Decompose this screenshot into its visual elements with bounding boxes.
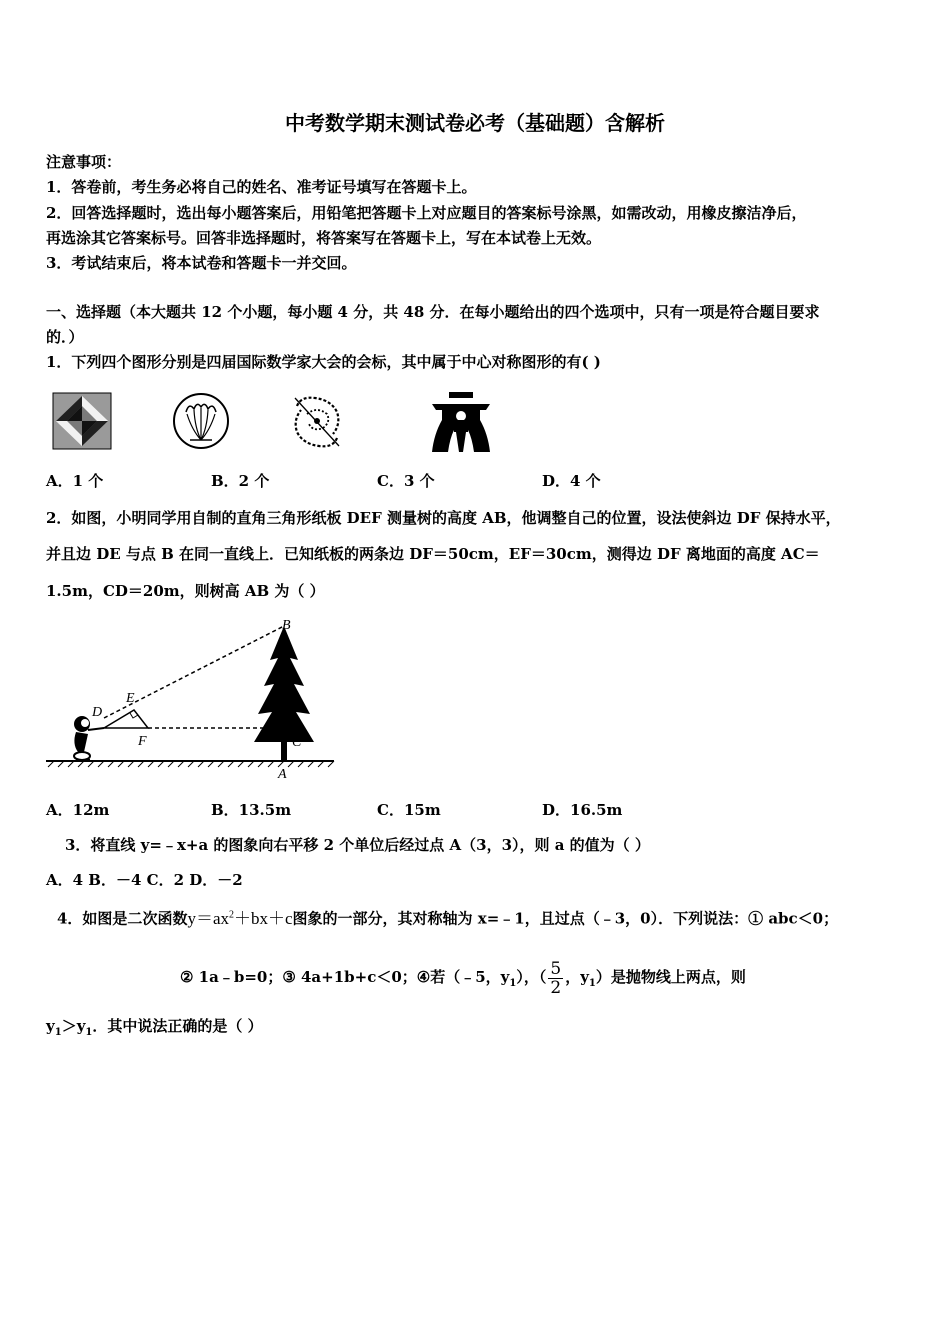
q1-option-d[interactable]: D．4 个 [542, 472, 601, 490]
label-e: E [126, 691, 135, 706]
logo-2-figure [170, 392, 232, 450]
notice-item-2-line-1: 2．回答选择题时，选出每小题答案后，用铅笔把答题卡上对应题目的答案标号涂黑，如需改动，用橡皮擦洁净后， [46, 204, 807, 222]
triangle-def [104, 710, 148, 728]
notice-item-3: 3．考试结束后，将本试卷和答题卡一并交回。 [46, 254, 357, 272]
q4-lead: 4．如图是二次函数 [57, 909, 188, 928]
tree-measurement-figure [44, 612, 336, 784]
label-a: A [278, 767, 287, 782]
question-1-stem: 1．下列四个图形分别是四届国际数学家大会的会标，其中属于中心对称图形的有( ) [46, 353, 601, 371]
page-title: 中考数学期末测试卷必考（基础题）含解析 [285, 111, 665, 135]
label-b: B [282, 618, 291, 633]
tree [254, 626, 314, 761]
q1-option-c[interactable]: C．3 个 [377, 472, 435, 490]
question-4-line-3: $y_1>y_1$．其中说法正确的是（ ） [46, 1017, 263, 1038]
logo-1-figure [52, 392, 112, 450]
q3-options[interactable]: A．4 B．－4 C．2 D．－2 [46, 871, 243, 889]
q4-formula: $y=ax^2+bx+c$ [187, 908, 293, 928]
question-4-line-1 [57, 905, 838, 929]
q2-option-c[interactable]: C．15m [377, 801, 441, 819]
logo-4-figure [428, 390, 494, 454]
label-c: C [292, 735, 302, 750]
q1-option-a[interactable]: A．1 个 [46, 472, 104, 490]
notice-item-1: 1．答卷前，考生务必将自己的姓名、准考证号填写在答题卡上。 [46, 178, 477, 196]
question-2-line-3: 1.5m，CD＝20m，则树高 AB 为（ ） [46, 582, 325, 600]
question-3-stem: 3．将直线 y=﹣x+a 的图象向右平移 2 个单位后经过点 A（3，3），则 a 的值为（ ） [65, 836, 650, 854]
fraction-five-halves: $\frac{5}{2}$ [550, 958, 562, 998]
label-f: F [138, 734, 147, 749]
question-2-line-1: 2．如图，小明同学用自制的直角三角形纸板 DEF 测量树的高度 AB，他调整自己的位置，设法使斜边 DF 保持水平， [46, 509, 841, 527]
q4-rest: 图象的一部分，其对称轴为 x=﹣1，且过点（﹣3，0）．下列说法：① abc＜0； [292, 909, 839, 928]
person-figure [74, 716, 104, 760]
notice-item-2-line-2: 再选涂其它答案标号。回答非选择题时，将答案写在答题卡上，写在本试卷上无效。 [46, 229, 602, 247]
logo-3-figure [287, 392, 347, 452]
notice-heading: 注意事项： [46, 153, 122, 171]
section-1-line-1: 一、选择题（本大题共 12 个小题，每小题 4 分，共 48 分．在每小题给出的四个选项中，只有一项是符合题目要求 [46, 303, 820, 321]
label-d: D [92, 705, 103, 720]
q2-option-a[interactable]: A．12m [46, 801, 110, 819]
question-2-line-2: 并且边 DE 与点 B 在同一直线上．已知纸板的两条边 DF＝50cm，EF＝30cm，测得边 DF 离地面的高度 AC＝ [46, 545, 820, 563]
question-4-line-2: ② 1a﹣b=0；③ 4a+1b+c＜0；④若（﹣5，$y_1$），（ $\frac{5}{2}$ ，$y_1$）是抛物线上两点，则 [180, 958, 746, 998]
q1-option-b[interactable]: B．2 个 [211, 472, 270, 490]
q2-option-d[interactable]: D．16.5m [542, 801, 623, 819]
q2-option-b[interactable]: B．13.5m [211, 801, 292, 819]
section-1-line-2: 的．） [46, 328, 84, 346]
